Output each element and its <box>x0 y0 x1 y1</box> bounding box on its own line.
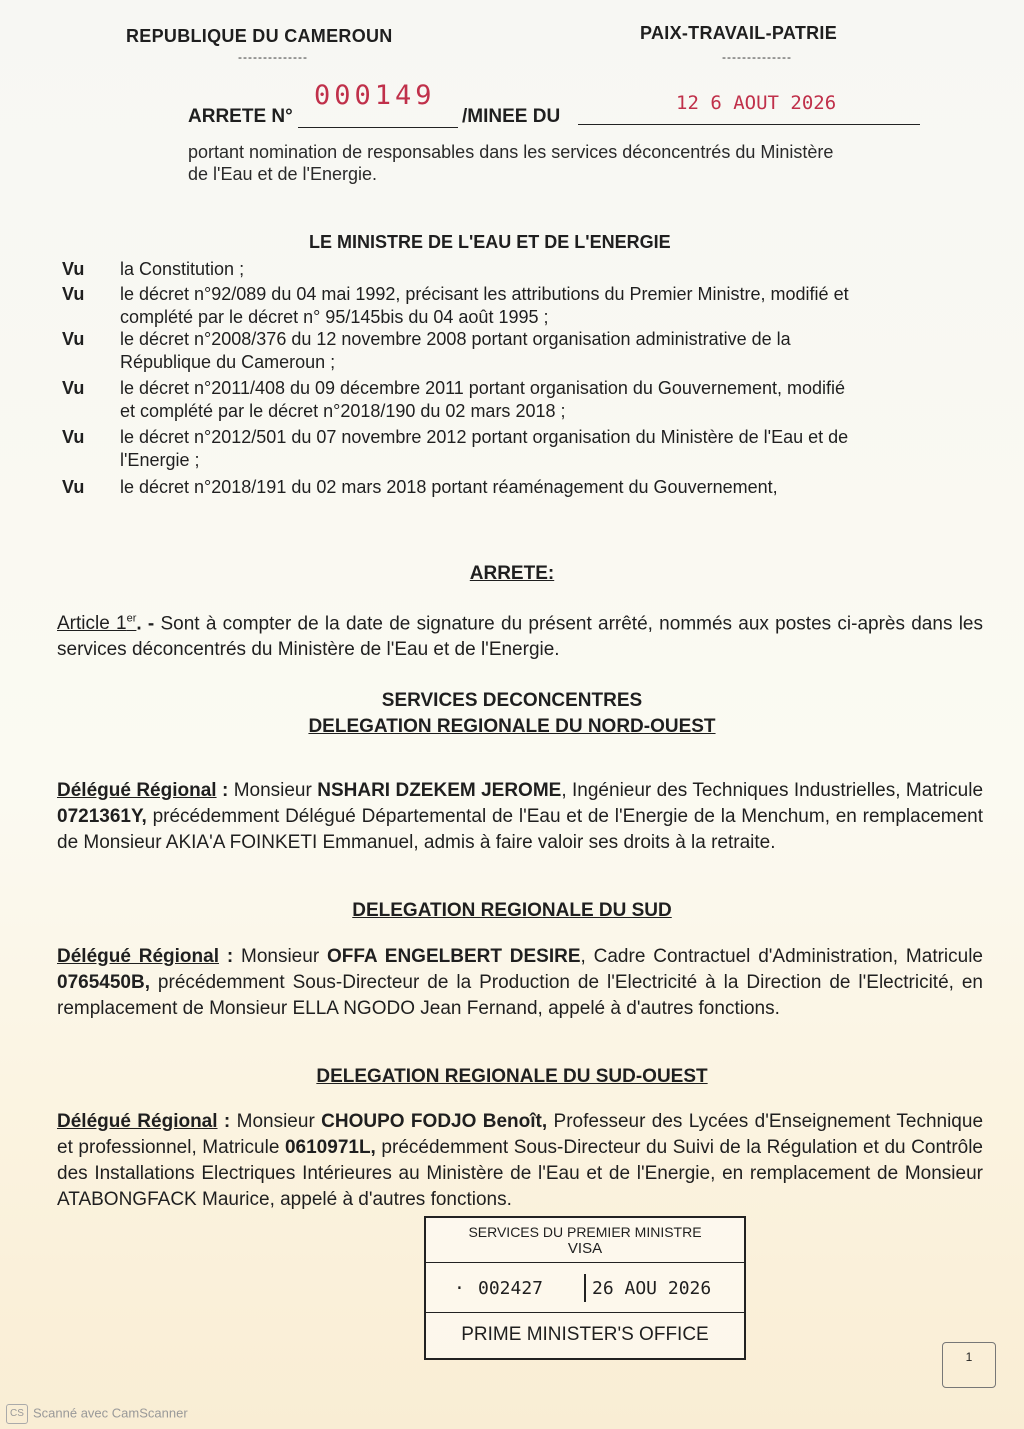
vu-text: le décret n°2011/408 du 09 décembre 2011 portant organisation du Gouvernement, modifié <box>120 378 846 398</box>
minee-label: /MINEE DU <box>462 106 561 127</box>
vu-label: Vu <box>62 427 85 447</box>
page-number: 1 <box>942 1342 996 1388</box>
role-label: Délégué Régional <box>57 1111 218 1132</box>
vu-text: l'Energie ; <box>120 450 200 470</box>
appointment-paragraph: Délégué Régional : Monsieur NSHARI DZEKEM JEROME, Ingénieur des Techniques Industrielles, Matricule 0721361Y, précédemment Délégué Départemental de l'Eau et de l'Energie de la Menchum, en remplacement de Monsieur AKIA'A FOINKETI Emmanuel, admis à faire valoir ses droits à la retraite. <box>57 780 984 853</box>
appointee-name: CHOUPO FODJO Benoît, <box>321 1111 548 1132</box>
section-heading: DELEGATION REGIONALE DU SUD-OUEST <box>316 1066 708 1087</box>
motto-header: PAIX-TRAVAIL-PATRIE <box>640 23 838 43</box>
minister-title: LE MINISTRE DE L'EAU ET DE L'ENERGIE <box>309 232 671 252</box>
article-1: Article 1er. - Sont à compter de la date de signature du présent arrêté, nommés aux postes ci-après dans les services déconcentrés du Ministère de l'Eau et de l'Energie. <box>57 613 983 661</box>
visa-number: 002427 <box>478 1278 544 1299</box>
article-label: Article 1er <box>57 613 137 635</box>
vu-label: Vu <box>62 378 85 398</box>
vu-text: la Constitution ; <box>120 259 245 279</box>
subject-line-2: de l'Eau et de l'Energie. <box>188 164 377 184</box>
vu-text: le décret n°2008/376 du 12 novembre 2008 portant organisation administrative de la <box>120 329 791 349</box>
date-underline <box>578 124 920 125</box>
arrete-number-stamp: 000149 <box>314 80 436 111</box>
vu-label: Vu <box>62 477 85 497</box>
vu-text: le décret n°2018/191 du 02 mars 2018 portant réaménagement du Gouvernement, <box>120 477 778 497</box>
appointee-name: NSHARI DZEKEM JEROME <box>317 780 562 801</box>
vu-text: le décret n°92/089 du 04 mai 1992, précisant les attributions du Premier Ministre, modifié et <box>120 284 849 304</box>
visa-stamp: SERVICES DU PREMIER MINISTRE VISA · 002427 26 AOU 2026 PRIME MINISTER'S OFFICE <box>424 1216 746 1360</box>
visa-date: 26 AOU 2026 <box>592 1278 712 1299</box>
header-separator-left: -------------- <box>238 50 308 64</box>
vu-label: Vu <box>62 284 85 304</box>
arrete-heading: ARRETE: <box>469 563 555 584</box>
camscanner-watermark <box>6 1404 188 1424</box>
role-label: Délégué Régional <box>57 946 219 967</box>
vu-label: Vu <box>62 259 85 279</box>
camscanner-text: Scanné avec CamScanner <box>33 1405 188 1421</box>
vu-text: République du Cameroun ; <box>120 352 336 372</box>
vu-text: et complété par le décret n°2018/190 du 02 mars 2018 ; <box>120 401 566 421</box>
section-heading: DELEGATION REGIONALE DU SUD <box>352 900 672 921</box>
date-stamp: 12 6 AOUT 2026 <box>676 92 837 114</box>
number-underline <box>298 127 458 128</box>
appointment-paragraph: Délégué Régional : Monsieur OFFA ENGELBERT DESIRE, Cadre Contractuel d'Administration, Matricule 0765450B, précédemment Sous-Directeur de la Production de l'Electricité à la Direction de l'Electricité, en remplacement de Monsieur ELLA NGODO Jean Fernand, appelé à d'autres fonctions. <box>57 946 983 1019</box>
section-heading: DELEGATION REGIONALE DU NORD-OUEST <box>308 716 716 737</box>
vu-label: Vu <box>62 329 85 349</box>
visa-office: PRIME MINISTER'S OFFICE <box>461 1324 709 1345</box>
matricule: 0721361Y, <box>57 806 147 827</box>
matricule: 0765450B, <box>57 972 150 993</box>
appointee-name: OFFA ENGELBERT DESIRE <box>326 946 581 967</box>
subject-line-1: portant nomination de responsables dans les services déconcentrés du Ministère <box>188 142 834 162</box>
arrete-number-label: ARRETE N° <box>188 106 293 127</box>
appointment-paragraph: Délégué Régional : Monsieur CHOUPO FODJO Benoît, Professeur des Lycées d'Enseignement Technique et professionnel, Matricule 0610971L, précédemment Sous-Directeur du Suivi de la Régulation et du Contrôle des Installations Electriques Intérieures au Ministère de l'Eau et de l'Energie, en remplacement de Monsieur ATABONGFACK Maurice, appelé à d'autres fonctions. <box>57 1111 984 1210</box>
country-header: REPUBLIQUE DU CAMEROUN <box>126 26 393 46</box>
vu-text: complété par le décret n° 95/145bis du 04 août 1995 ; <box>120 307 549 327</box>
header-separator-right: -------------- <box>722 50 792 64</box>
services-heading: SERVICES DECONCENTRES <box>381 690 643 711</box>
role-label: Délégué Régional <box>57 780 217 801</box>
vu-text: le décret n°2012/501 du 07 novembre 2012 portant organisation du Ministère de l'Eau et de <box>120 427 849 447</box>
visa-header: SERVICES DU PREMIER MINISTRE <box>468 1224 702 1240</box>
camscanner-icon: CS <box>6 1404 28 1424</box>
matricule: 0610971L, <box>284 1137 376 1158</box>
visa-label: VISA <box>567 1240 603 1257</box>
